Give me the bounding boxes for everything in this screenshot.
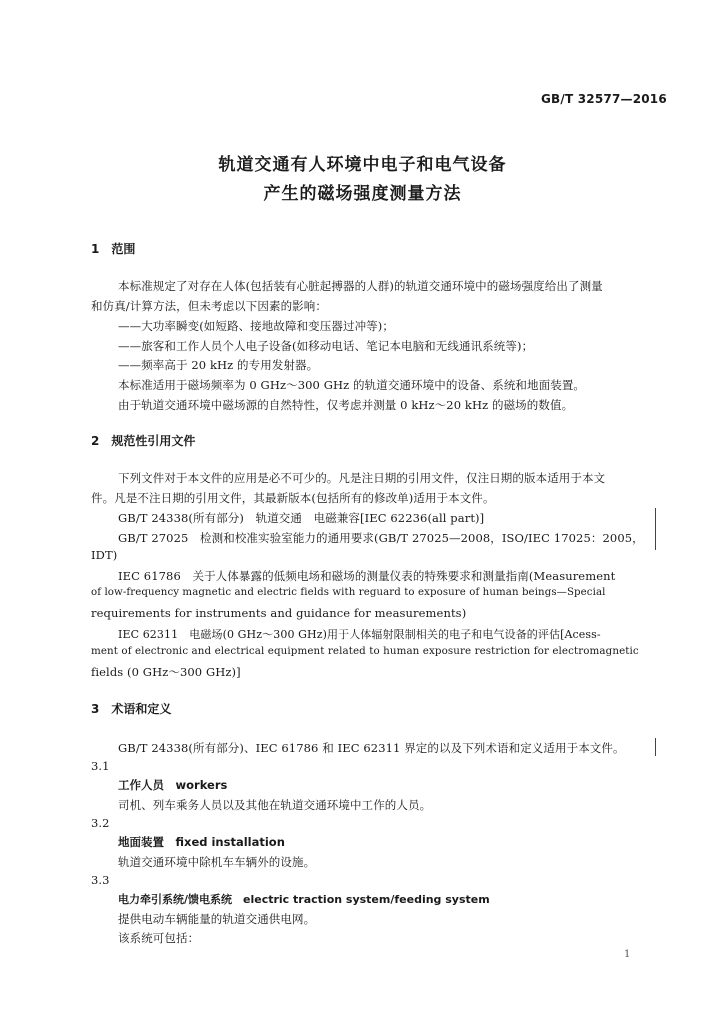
term-3-3-definition-line-1: 提供电动车辆能量的轨道交通供电网。	[118, 912, 316, 926]
s2-ref-2-line-2: IDT)	[91, 548, 118, 562]
document-title-line-2: 产生的磁场强度测量方法	[263, 184, 462, 204]
term-3-2-name: 地面装置 fixed installation	[118, 835, 285, 849]
margin-mark	[655, 508, 656, 550]
s1-para-2: 本标准适用于磁场频率为 0 GHz～300 GHz 的轨道交通环境中的设备、系统和地面装置。	[118, 378, 586, 392]
section-1-heading: 1 范围	[91, 242, 136, 256]
s2-ref-3-line-3: requirements for instruments and guidance for measurements)	[91, 606, 467, 620]
s1-para-3: 由于轨道交通环境中磁场源的自然特性，仅考虑并测量 0 kHz～20 kHz 的磁场的数值。	[118, 398, 574, 412]
s2-ref-2-line-1: GB/T 27025 检测和校准实验室能力的通用要求(GB/T 27025—2008，ISO/IEC 17025：2005，	[118, 531, 644, 545]
standard-number: GB/T 32577—2016	[541, 92, 667, 106]
s1-para-1-line-2: 和仿真/计算方法，但未考虑以下因素的影响：	[91, 299, 327, 313]
document-title-line-1: 轨道交通有人环境中电子和电气设备	[218, 155, 507, 175]
section-2-heading: 2 规范性引用文件	[91, 434, 196, 448]
s2-ref-3-line-2: of low-frequency magnetic and electric fields with reguard to exposure of human beings—Special	[91, 587, 606, 598]
s2-ref-1: GB/T 24338(所有部分) 轨道交通 电磁兼容[IEC 62236(all part)]	[118, 511, 485, 525]
term-3-1-definition: 司机、列车乘务人员以及其他在轨道交通环境中工作的人员。	[118, 798, 432, 812]
s1-list-item-3: ——频率高于 20 kHz 的专用发射器。	[118, 358, 319, 372]
s2-ref-4-line-3: fields (0 GHz～300 GHz)]	[91, 665, 241, 679]
term-3-2-definition: 轨道交通环境中除机车车辆外的设施。	[118, 855, 316, 869]
term-3-3-definition-line-2: 该系统可包括：	[118, 931, 200, 945]
term-3-1-number: 3.1	[91, 759, 110, 773]
s1-para-1-line-1: 本标准规定了对存在人体(包括装有心脏起搏器的人群)的轨道交通环境中的磁场强度给出了测量	[118, 279, 603, 293]
s2-para-1-line-2: 件。凡是不注日期的引用文件，其最新版本(包括所有的修改单)适用于本文件。	[91, 491, 495, 505]
term-3-1-name: 工作人员 workers	[118, 778, 228, 792]
s2-ref-4-line-2: ment of electronic and electrical equipment related to human exposure restriction for electromagnetic	[91, 645, 639, 657]
page-number: 1	[624, 949, 631, 960]
s1-list-item-2: ——旅客和工作人员个人电子设备(如移动电话、笔记本电脑和无线通讯系统等)；	[118, 339, 534, 353]
margin-mark	[655, 738, 656, 756]
term-3-2-number: 3.2	[91, 816, 110, 830]
section-3-heading: 3 术语和定义	[91, 702, 172, 716]
s1-list-item-1: ——大功率瞬变(如短路、接地故障和变压器过冲等)；	[118, 319, 394, 333]
s3-intro: GB/T 24338(所有部分)、IEC 61786 和 IEC 62311 界定的以及下列术语和定义适用于本文件。	[118, 741, 625, 755]
s2-ref-4-line-1: IEC 62311 电磁场(0 GHz～300 GHz)用于人体辐射限制相关的电子和电气设备的评估[Acess-	[118, 628, 601, 641]
term-3-3-number: 3.3	[91, 873, 110, 887]
s2-para-1-line-1: 下列文件对于本文件的应用是必不可少的。凡是注日期的引用文件，仅注日期的版本适用于本文	[118, 471, 606, 485]
s2-ref-3-line-1: IEC 61786 关于人体暴露的低频电场和磁场的测量仪表的特殊要求和测量指南(Measurement	[118, 569, 616, 583]
term-3-3-name: 电力牵引系统/馈电系统 electric traction system/feeding system	[118, 893, 490, 906]
